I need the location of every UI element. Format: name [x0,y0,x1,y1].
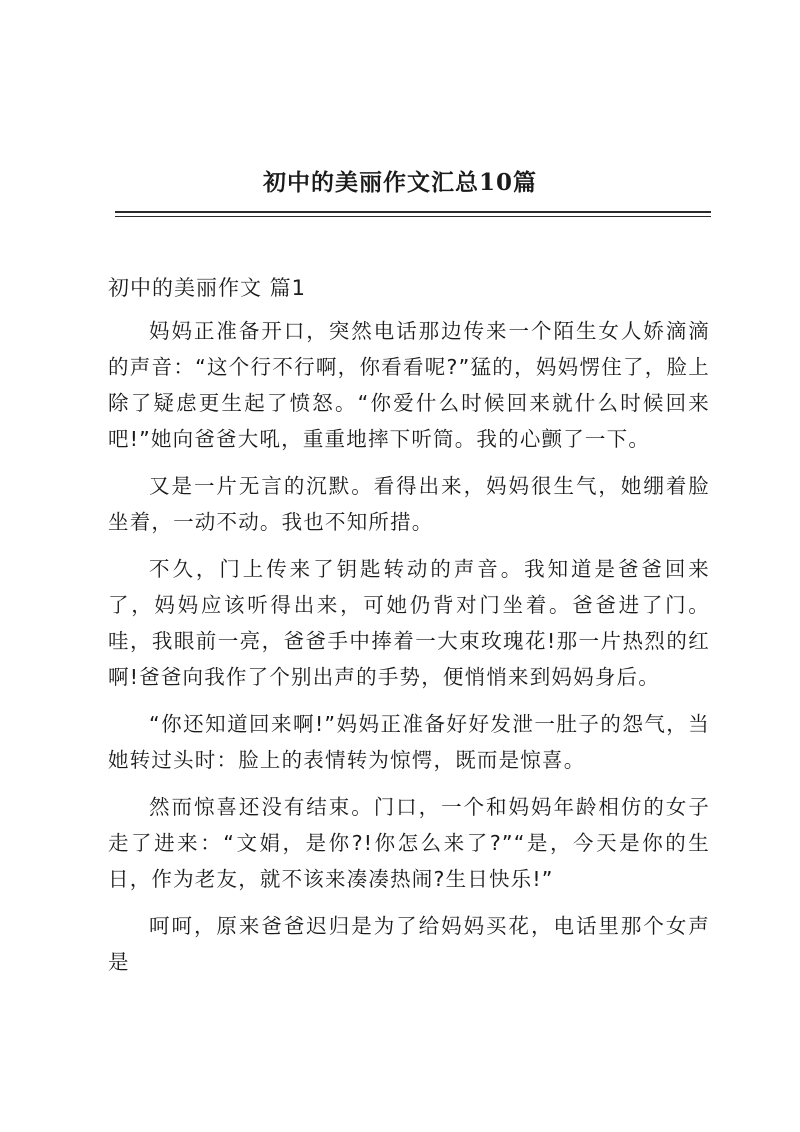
paragraph-3: 不久，门上传来了钥匙转动的声音。我知道是爸爸回来了，妈妈应该听得出来，可她仍背对门坐着。爸爸进了门。哇，我眼前一亮，爸爸手中捧着一大束玫瑰花!那一片热烈的红啊!爸爸向我作了个别出声的手势，便悄悄来到妈妈身后。 [108,557,710,689]
document-title: 初中的美丽作文汇总10篇 [262,169,537,196]
paragraph-4: “你还知道回来啊!”妈妈正准备好好发泄一肚子的怨气，当她转过头时：脸上的表情转为惊愕，既而是惊喜。 [108,712,710,772]
article-body [108,313,710,991]
section-heading: 初中的美丽作文 篇1 [108,276,307,300]
paragraph-5: 然而惊喜还没有结束。门口，一个和妈妈年龄相仿的女子走了进来：“文娟，是你?!你怎么来了?”“是，今天是你的生日，作为老友，就不该来凑凑热闹?生日快乐!” [108,795,710,891]
paragraph-6: 呵呵，原来爸爸迟归是为了给妈妈买花，电话里那个女声是 [108,914,710,974]
title-divider-thick [115,211,711,213]
paragraph-1: 妈妈正准备开口，突然电话那边传来一个陌生女人娇滴滴的声音：“这个行不行啊，你看看呢?”猛的，妈妈愣住了，脸上除了疑虑更生起了愤怒。“你爱什么时候回来就什么时候回来吧!”她向爸爸大吼，重重地摔下听筒。我的心颤了一下。 [108,319,710,451]
title-divider-thin [115,216,711,217]
paragraph-2: 又是一片无言的沉默。看得出来，妈妈很生气，她绷着脸坐着，一动不动。我也不知所措。 [108,474,710,534]
